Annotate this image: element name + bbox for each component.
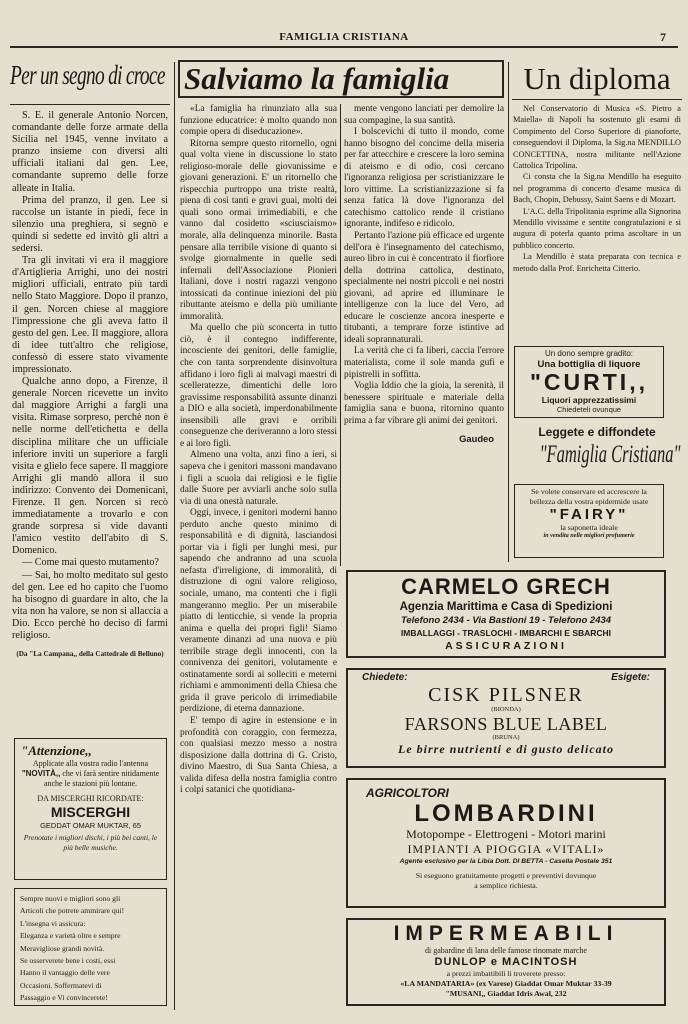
ad-body [21, 759, 160, 789]
ad-leggete [510, 424, 684, 470]
ad-fairy [514, 484, 664, 558]
ad-text: "MUSANI,, Giaddat Idris Awal, 232 [445, 989, 567, 998]
paragraph: La verità che ci fa liberi, caccia l'errore materialista, come il sole manda gufi e pipistrelli in soffitta. [344, 346, 504, 380]
title-rule [512, 99, 682, 100]
ad-title: "Famiglia Cristiana" [539, 441, 681, 468]
ad-text: la saponetta ideale [560, 523, 618, 533]
column-divider [340, 104, 341, 566]
ad-beer [346, 668, 666, 768]
paragraph: Voglia Iddio che la gioia, la serenità, il benessere spirituale e materiale della famiglia sana e buona, ritornino quanto prima a far vibrare gli animi dei genitori. [344, 381, 504, 426]
ad-text: Un dono sempre gradito: [544, 349, 634, 358]
ad-text: in vendita nelle migliori profumerie [543, 532, 635, 540]
ad-text: Liquori apprezzatissimi [541, 395, 637, 405]
column-divider [508, 62, 509, 562]
ad-brand: FARSONS BLUE LABEL [404, 714, 608, 734]
paragraph: Prima del pranzo, il gen. Lee si raccolse un istante in piedi, fece in silenzio una preghiera, si segnò e quindi si sedette ed invitò gli altri a sedersi. [12, 194, 168, 255]
ad-text: a semplice richiesta. [474, 881, 538, 890]
ad-text: Se volete conservare ed accrescere la bellezza della vostra epidermide usate [529, 487, 649, 506]
ad-text: Motopompe - Elettrogeni - Motori marini [406, 827, 606, 841]
ad-ask: Chiedete: [362, 672, 408, 683]
paragraph: «La famiglia ha rinunziato alla sua funzione educatrice: è molto quando non compie opera di diseducazione». [180, 104, 337, 138]
paragraph: Nel Conservatorio di Musica «S. Pietro a Maiella» di Napoli ha sostenuto gli esami di Compimento del Corso Superiore di pianoforte, conseguendovi il Diploma, la Sig.na MENDILLO CONCETTINA, nostra militante nell'Azione Cattolica Tripolina. [513, 104, 681, 171]
ad-brand: CARMELO GRECH [401, 574, 611, 599]
ad-brand: LOMBARDINI [414, 800, 598, 827]
acrostic-line: Passaggio e Vi convincerete! [20, 993, 108, 1003]
column-divider [174, 62, 175, 1010]
ad-phone: Telefono 2434 - Via Bastioni 19 - Telefono 2434 [400, 615, 612, 626]
paragraph: mente vengono lanciati per demolire la sua compagine, la sua santità. [344, 104, 504, 126]
article-signature: Gaudeo [459, 433, 494, 445]
header-rule [10, 46, 678, 48]
ad-services: IMBALLAGGI - TRASLOCHI - IMBARCHI E SBARCHI [400, 628, 612, 638]
ad-subtext: (BRUNA) [492, 734, 520, 741]
ad-text: DA MISCERGHI RICORDATE: [37, 794, 144, 803]
ad-text: Si eseguono gratuitamente progetti e preventivi dovunque [415, 871, 597, 880]
acrostic-line: Occasioni. Soffermatevi di [20, 980, 102, 990]
page-number: 7 [660, 30, 667, 44]
ad-impermeabili [346, 918, 666, 1006]
paragraph: La Mendillo è stata preparata con tecnica e metodo dalla Prof. Enrichetta Citterio. [513, 252, 681, 273]
center-article-col1 [180, 104, 337, 797]
ad-acrostic [14, 888, 167, 1006]
ad-subtitle: Agenzia Marittima e Casa di Spedizioni [399, 601, 613, 613]
paragraph: S. E. il generale Antonio Norcen, comandante delle forze armate della Sicilia nel 1945, venne invitato a pranzo insieme con diversi alti ufficiali italiani dal gen. Lee, comandante supremo delle forze alleate in Italia. [12, 110, 168, 194]
ad-brand: CISK PILSNER [428, 684, 584, 706]
ad-brand: "FAIRY" [549, 506, 629, 524]
ad-text: che vi farà sentire nitidamente anche le stazioni più lontane. [43, 769, 160, 788]
ad-brand: IMPERMEABILI [393, 922, 619, 945]
ad-novita: "NOVITÀ,, [21, 769, 61, 778]
right-article-body [513, 103, 681, 274]
paragraph: — Sai, ho molto meditato sul gesto del gen. Lee ed ho capito che l'uomo ha bisogno di guardare in alto, che la vita non ha valore, se non si allaccia a Dio. Ecco perchè ho deciso di farmi religioso. [12, 569, 168, 642]
ad-address: GEDDAT OMAR MUKTAR, 65 [40, 821, 141, 830]
paragraph: Tra gli invitati vi era il maggiore d'Artiglieria Arrighi, uno dei nostri migliori ufficiali, entrato più tardi nello Stato Maggiore. Dopo il pranzo, il gen. Norcen chiese al maggiore l'impressione che gli aveva fatto il gesto del gen. Lee. Il maggiore, allora di idee tutt'altro che religiose, confessò di essere stato vivamente impressionato. [12, 255, 168, 375]
paragraph: E' tempo di agire in estensione e in profondità con coraggio, con fermezza, con qualsiasi mezzo messo a nostra disposizione dalla dottrina di G. Cristo, divino Maestro, di Sua Santa Chiesa, a valida difesa della nostra famiglia contro i colpi satanici che quotidiana- [180, 715, 337, 796]
ad-text: Applicate alla vostra radio l'antenna [32, 759, 149, 768]
paragraph: Oggi, invece, i genitori moderni hanno perduto anche questo minimo di responsabilità e di dignità, lasciandosi portar via i figli per lunghi mesi, pur sapendo che andranno ad una scuola nefasta d'irreligione, di immoralità, di distruzione di ogni valore religioso, sociale, umano, ma contenti che i figli mangeranno meglio. Per un miserabile piatto di lenticchie, si vende la propria anima e quella dei propri figli! Siamo veramente dinanzi ad una nuova e più terribile strage degli innocenti, con la connivenza dei genitori, volutamente e ostinatamente sordi ai solleciti e meterni richiami e ammonimenti della Chiesa che grida il grave pericolo di irrimediabile perdizione, di eterna dannazione. [180, 508, 337, 715]
ad-text: a prezzi imbattibili li troverete presso: [446, 969, 566, 978]
paragraph: Ci consta che la Sig.na Mendillo ha eseguito nel programma di concerto d'esame musica di Bach, Chopin, Debussy, Saint Saens e di Mozart. [513, 172, 681, 205]
ad-brand: MISCERGHI [50, 804, 131, 820]
center-article-title: Salviamo la famiglia [184, 61, 450, 96]
paragraph: — Come mai questo mutamento? [22, 557, 159, 569]
ad-text: di gabardine di lana delle famose rinomate marche [425, 946, 587, 955]
paragraph: Qualche anno dopo, a Firenze, il generale Norcen ricevette un invito dal maggiore Arrighi a fargli una visita. Rimase sorpreso, perchè non è nelle norme dell'etichetta e della disciplina militare che un ufficiale inferiore inviti un superiore a fargli visita e glielo fece sapere. Il maggiore Arrighi gli mandò allora il suo indirizzo: Convento dei Domenicani, Firenze. Il gen. Norcen si recò immediatamente a trovarlo e con grande sorpresa si vide davanti l'amico vestito dell'abito di S. Domenico. [12, 376, 168, 557]
ad-text: Una bottiglia di liquore [537, 359, 641, 370]
ad-text: IMPIANTI A PIOGGIA «VITALI» [407, 842, 605, 856]
center-article-col2 [344, 104, 504, 445]
acrostic-line: Sempre nuovi e migliori sono gli [20, 894, 121, 903]
acrostic-line: L'insegna vi assicura: [20, 918, 86, 928]
paragraph: Ritorna sempre questo ritornello, ogni qual volta viene in discussione lo stato religioso-morale delle giovanissime e giovani generazioni. E' un ritornello che rispecchia purtroppo una triste realtà, piena di così tanti e gravi guai, molti dei quali sono ormai irrimediabili, e che vanno dal cosidetto «sciusciaismo» morale, alla delinquenza minorile. Basta pensare alla terribile visione di quanto si svolge giornalmente in quelle sedi infernali dell'Associazione Pionieri Italiani, dove i nostri ragazzi vengono intossicati da continue iniezioni del più ributtante ateismo e della più umiliante immoralità. [180, 138, 337, 322]
paragraph: I bolscevichi di tutto il mondo, come hanno bisogno del concime della miseria per far attecchire e crescere la loro semina di ateismo e di odio, così cercano l'ignoranza religiosa per scristianizzare le loro vittime. La scristianizzazione si fa senza fatica là dove l'ignoranza del catechismo cattolico rende il cristiano ignorante, indifeso e ridicolo. [344, 127, 504, 230]
ad-carmelo-grech [346, 570, 666, 658]
left-article-body [12, 110, 168, 659]
left-article [10, 58, 170, 92]
paragraph: L'A.C. della Tripolitania esprime alla Signorina Mendillo vivissime e sentite congratulazioni e si augura di poterla quanto prima ascoltare in un pubblico concerto. [513, 206, 681, 250]
paragraph: Ma quello che più sconcerta in tutto ciò, è il contegno indifferente, incosciente dei genitori, delle famiglie, che con tanta sorprendente disinvoltura affidano i loro figli ai malvagi maestri di scelleratezze, dimentichi delle loro gravissime responsabilità assunte dinanzi a DIO e alla società, imperdonabilmente insensibili alle gravi e orribili conseguenze che deriveranno a loro stessi e ai loro figli. [180, 323, 337, 449]
ad-text: Agente esclusivo per la Libia Dott. DI BETTA - Casella Postale 351 [399, 858, 613, 865]
acrostic-line: Eleganza e varietà oltre e sempre [20, 931, 121, 941]
acrostic-line: Meravigliose grandi novità. [20, 943, 105, 953]
paragraph: Almeno una volta, anzi fino a ieri, si sapeva che i genitori massoni mandavano i figli a scuola dai religiosi e le figlie dalle Suore per avviarli anche solo sulla via di una onestà naturale. [180, 450, 337, 507]
ad-attenzione [14, 738, 167, 880]
article-source: (Da "La Campana,, della Cattedrale di Belluno) [16, 650, 164, 659]
ad-brand: "CURTI,, [530, 369, 648, 395]
ad-insurance: ASSICURAZIONI [445, 640, 567, 652]
ad-title: "Attenzione,, [21, 743, 92, 758]
ad-text: DUNLOP e MACINTOSH [434, 956, 578, 968]
ad-slogan: Prenotate i migliori dischi, i più bei canti, le più belle musiche. [23, 833, 158, 852]
title-rule [10, 104, 170, 105]
ad-demand: Esigete: [611, 672, 650, 683]
running-header-title: FAMIGLIA CRISTIANA [279, 31, 409, 43]
left-article-title: Per un segno di croce [10, 60, 165, 90]
acrostic-line: Articoli che potrete ammirare qui! [20, 906, 125, 916]
ad-subtext: (BIONDA) [491, 706, 521, 713]
ad-slogan: Le birre nutrienti e di gusto delicato [397, 742, 614, 756]
right-article-title: Un diploma [523, 61, 671, 96]
ad-text: Leggete e diffondete [538, 425, 656, 439]
ad-curti [514, 346, 664, 418]
acrostic-line: Hanno il vantaggio delle vere [20, 968, 110, 978]
acrostic-line: Se osserverete bene i costi, essi [20, 956, 116, 966]
paragraph: Pertanto l'azione più efficace ed urgente dell'ora è l'insegnamento del catechismo, aureo libro in cui è concentrato il fiorfiore della dottrina cattolica, destinato, specialmente nei nostri piccoli e nei nostri giovani, ad aprire ed illuminare le intelligenze con la luce del Vero, ad educare le coscienze ancora inesperte e titubanti, a temprare forze istintive ad ideali soprannaturali. [344, 231, 504, 345]
ad-title: AGRICOLTORI [366, 786, 449, 800]
ad-text: «LA MANDATARIA» (ex Varese) Giaddat Omar Muktar 33-39 [400, 979, 612, 988]
ad-lombardini [346, 778, 666, 908]
ad-text: Chiedeteli ovunque [556, 405, 622, 414]
